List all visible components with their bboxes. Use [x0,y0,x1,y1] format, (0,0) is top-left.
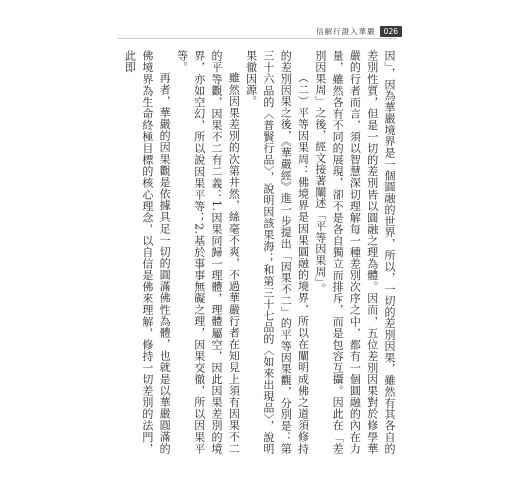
paragraph-1: 因」，因為華嚴境界是一個圓融的世界，所以，一切的差別因果，雖然有其各自的差別性質，但是一切的差別皆以圓融之理為體。因而，五位差別因果對於修學華嚴的行者而言，須以智慧深切理解每一種差別次序之中，都有一個圓融的內在力量，雖然各有不同的展現，卻不是各自獨立而排斥，而是包容互攝。因此在「差別因果周」之後，經文接著闡述「平等因果周」。 [313,50,396,454]
paragraph-3: 雖然因果差別的次第井然，絲毫不爽，不過華嚴行者在知見上須有因果不二的平等觀，因果不二有二義：1.因果同歸一理體，理體屬空，因此因果差別的境界，亦如空幻，所以說因果平等；2.基於事事無礙之理，因果交徹，所以因果平等。 [175,50,241,454]
running-header [316,26,402,37]
paragraph-2: （二）平等因果周：佛境界是因果圓融的境界，所以在闡明成佛之道須修持的差別因果之後，《華嚴經》進一步提出「因果不二」的平等因果觀，分別是：第三十六品的〈普賢行品〉，說明因該果海；和第三十七品的〈如來出現品〉，說明果徹因源。 [244,50,310,454]
paragraph-4: 再者，華嚴的因果觀是依據具足一切的圓滿佛性為體，也就是以華嚴圓滿的佛境界為生命終極目標的核心理念，以自信是佛來理解，修持一切差別的法門，此即 [123,50,172,454]
header-divider [118,38,396,39]
page-number-badge: 026 [380,26,402,37]
book-title: 信解行證入華嚴 [316,27,376,36]
body-text [118,50,398,454]
